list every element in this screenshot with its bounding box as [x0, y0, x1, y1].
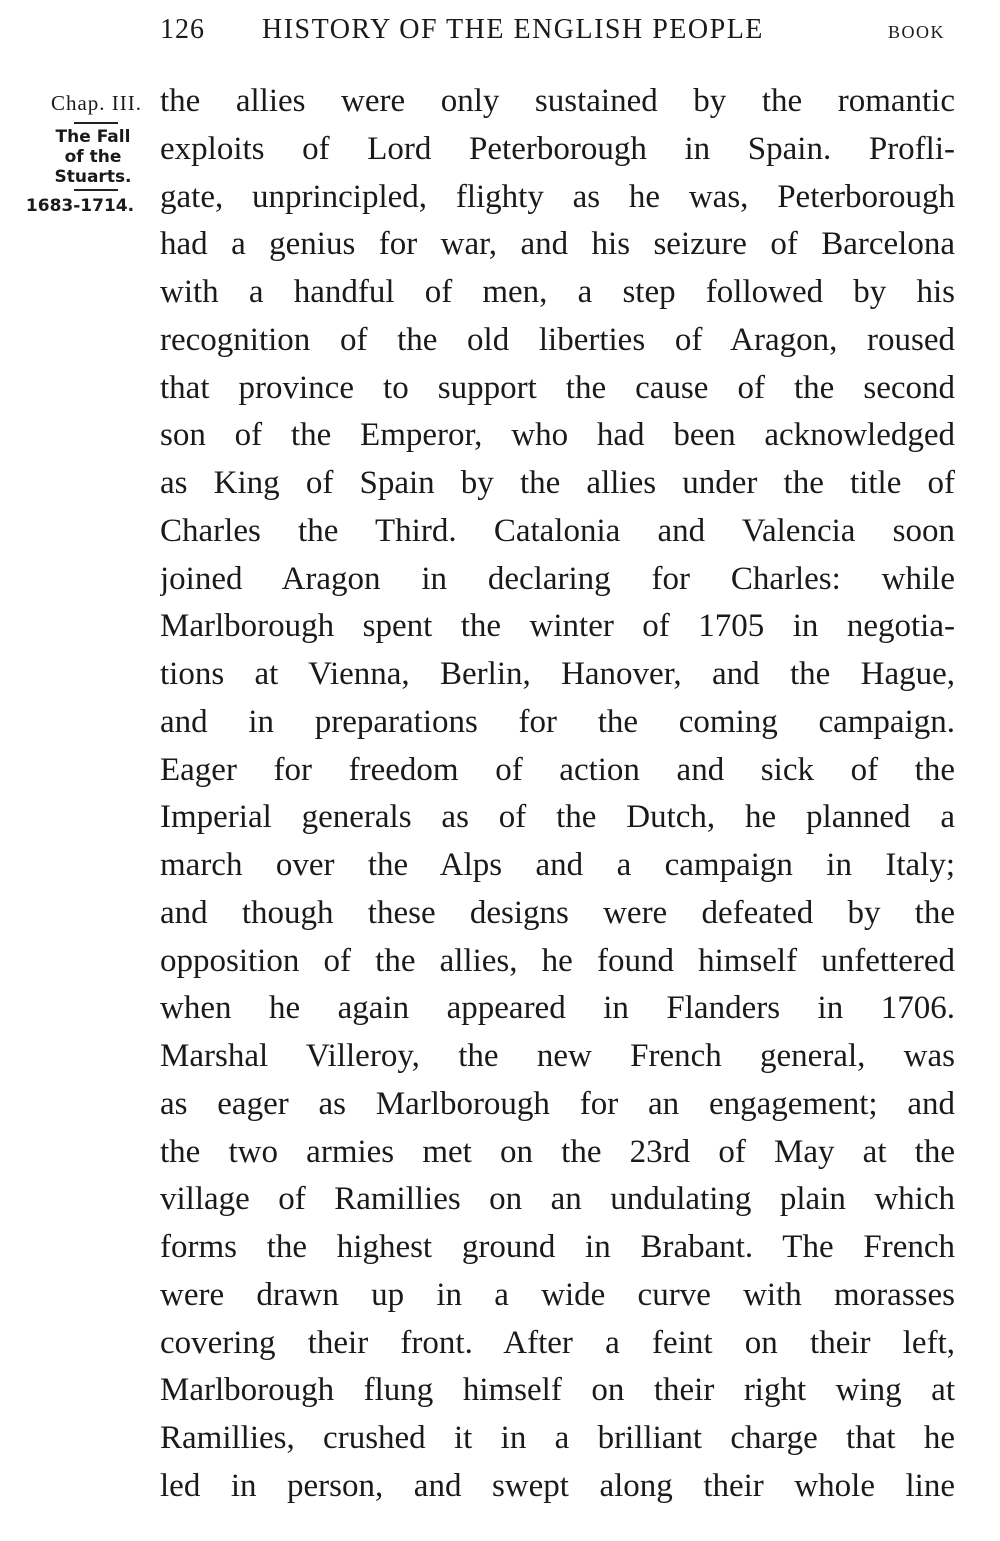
text-line: the two armies met on the 23rd of May at the	[160, 1133, 955, 1170]
text-line: with a handful of men, a step followed by his	[160, 274, 955, 310]
text-line: village of Ramillies on an undulating plain which	[160, 1181, 955, 1218]
date-range: 1683-1714.	[25, 196, 135, 216]
text-line: Marshal Villeroy, the new French general, was	[160, 1038, 955, 1074]
text-line: Marlborough spent the winter of 1705 in negotia-	[160, 608, 955, 645]
section-title-line-2: of the	[64, 147, 122, 167]
running-head	[0, 10, 1000, 50]
section-title-line-1: The Fall	[55, 127, 131, 147]
margin-rule-top	[74, 122, 118, 124]
text-line: that province to support the cause of the second	[160, 369, 955, 406]
text-line: exploits of Lord Peterborough in Spain. Profli-	[160, 130, 955, 167]
text-line: son of the Emperor, who had been acknowledged	[160, 417, 955, 454]
text-line: recognition of the old liberties of Aragon, roused	[160, 321, 955, 358]
text-line: had a genius for war, and his seizure of Barcelona	[160, 226, 955, 263]
text-line: were drawn up in a wide curve with morasses	[160, 1276, 955, 1313]
text-line: led in person, and swept along their whole line	[160, 1467, 955, 1504]
body-text	[160, 78, 955, 1511]
chapter-label: Chap. III.	[50, 91, 142, 115]
running-book-label: BOOK	[888, 22, 946, 42]
text-line: march over the Alps and a campaign in Italy;	[160, 847, 955, 883]
text-line: Eager for freedom of action and sick of the	[160, 751, 955, 788]
text-line: and though these designs were defeated by the	[160, 894, 955, 931]
section-title-line-3: Stuarts.	[54, 167, 132, 187]
text-line: as eager as Marlborough for an engagement; and	[160, 1085, 955, 1122]
text-line: forms the highest ground in Brabant. The French	[160, 1229, 955, 1265]
text-line: opposition of the allies, he found himself unfettered	[160, 942, 955, 979]
margin-notes	[14, 86, 146, 218]
text-line: and in preparations for the coming campaign.	[160, 703, 955, 740]
text-line: gate, unprincipled, flighty as he was, Peterborough	[160, 178, 955, 215]
text-line: tions at Vienna, Berlin, Hanover, and the Hague,	[160, 656, 955, 692]
page-number: 126	[160, 14, 205, 45]
text-line: Imperial generals as of the Dutch, he planned a	[160, 799, 955, 836]
text-line: joined Aragon in declaring for Charles: while	[160, 560, 955, 597]
running-title: HISTORY OF THE ENGLISH PEOPLE	[262, 14, 764, 45]
text-line: as King of Spain by the allies under the title of	[160, 465, 955, 501]
text-line: the allies were only sustained by the romantic	[160, 83, 955, 119]
text-line: when he again appeared in Flanders in 1706.	[160, 990, 955, 1027]
text-line: Ramillies, crushed it in a brilliant charge that he	[160, 1420, 955, 1456]
text-line: Marlborough flung himself on their right wing at	[160, 1372, 955, 1409]
margin-rule-bottom	[74, 189, 118, 191]
text-line: Charles the Third. Catalonia and Valencia soon	[160, 512, 955, 549]
text-line: covering their front. After a feint on their left,	[160, 1324, 955, 1361]
